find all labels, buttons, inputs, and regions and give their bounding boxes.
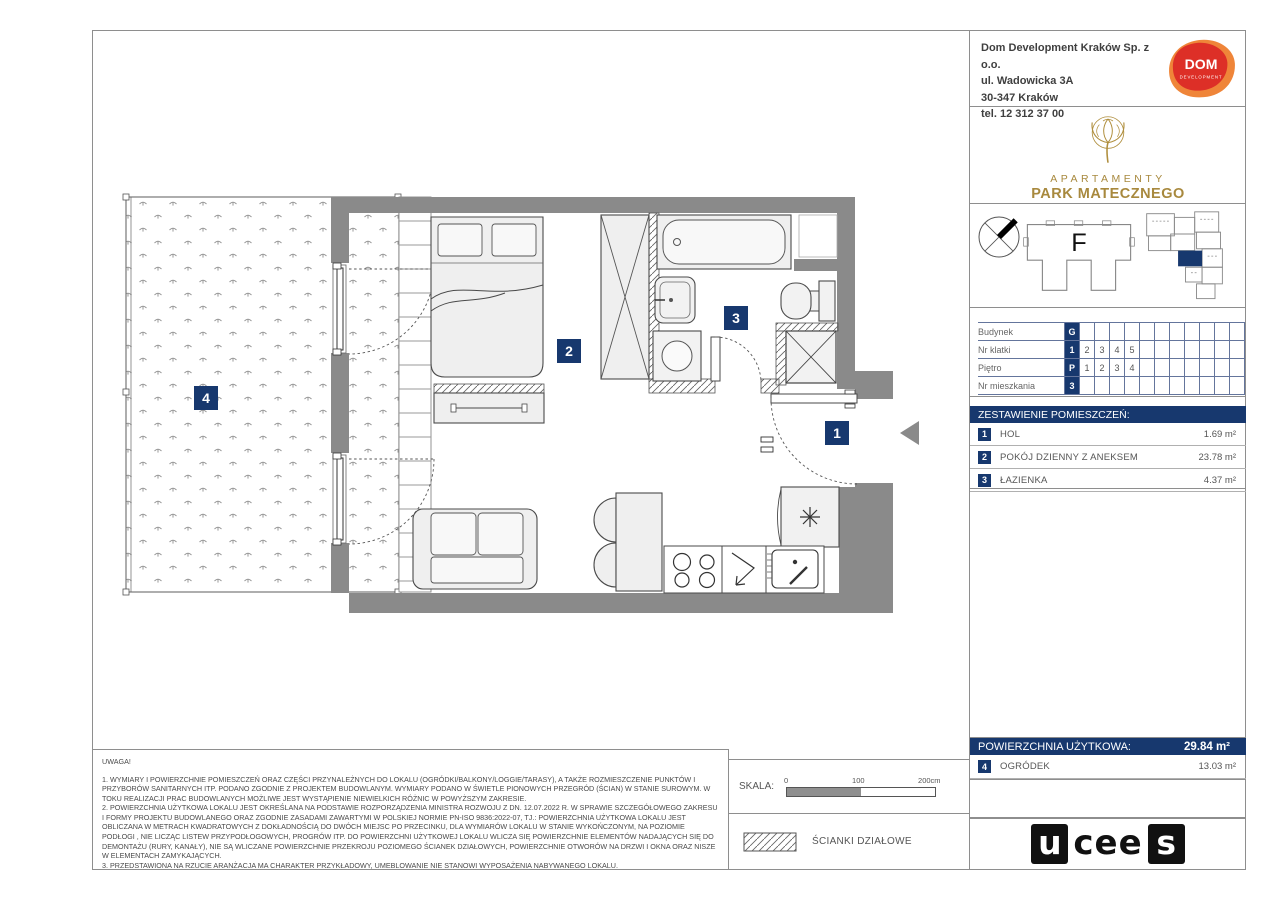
kitchen-counter bbox=[664, 546, 824, 593]
room-name: HOL bbox=[1000, 428, 1021, 440]
unit-table-section bbox=[970, 308, 1246, 397]
rooms-title: ZESTAWIENIE POMIESZCZEŃ: bbox=[970, 406, 1246, 423]
building-letter: F bbox=[1071, 228, 1087, 257]
fence-post bbox=[123, 389, 129, 395]
room-area: 4.37 m² bbox=[1203, 474, 1236, 486]
unit-table-row: Nr klatki 1 2 3 4 5 bbox=[978, 341, 1244, 359]
ucees-u: u bbox=[1031, 824, 1068, 864]
ucees-logo-section bbox=[970, 818, 1246, 869]
unit-table-row: Nr mieszkania 3 bbox=[978, 377, 1244, 395]
rooms-section bbox=[970, 397, 1246, 489]
building-outline bbox=[1018, 208, 1140, 304]
unit-table-row: Budynek G bbox=[978, 322, 1244, 341]
company-phone: tel. 12 312 37 00 bbox=[981, 108, 1065, 120]
drawing-sheet bbox=[92, 30, 1246, 870]
note-item: 1. WYMIARY I POWIERZCHNIE POMIESZCZEŃ ORAZ CZĘŚCI PRZYNALEŻNYCH DO LOKALU (OGRÓDKI/BALKONY/LOGGIE/TARASY), A TAKŻE ROZMIESZCZENIE PUNKTÓW I PRZYBORÓW SANITARNYCH ITP. PODANO ZGODNIE Z PROJEKTEM BUDOWLANYM. WYMIARY PODANO W ŚWIETLE PIONOWYCH PRZEGRÓD (ŚCIAN) W STANIE SUROWYM. W TOKU REALIZACJI PRAC BUDOWLANYCH MOŻLIWE JEST WYSTĄPIENIE NIEWIELKICH RÓŻNIC W POWYŻSZYM ZAKRESIE. bbox=[102, 774, 711, 803]
toilet bbox=[781, 281, 835, 321]
room-area: 1.69 m² bbox=[1203, 428, 1236, 440]
room-label-2 bbox=[557, 339, 581, 363]
company-name: Dom Development Kraków Sp. z o.o. bbox=[981, 42, 1150, 71]
usable-area-value: 29.84 m² bbox=[1183, 740, 1230, 753]
partition-swatch-icon bbox=[743, 832, 797, 852]
brand-section bbox=[970, 107, 1246, 204]
room-row bbox=[970, 446, 1246, 469]
scale-box bbox=[729, 759, 969, 813]
room-row bbox=[970, 423, 1246, 446]
wardrobe bbox=[601, 215, 649, 379]
usable-area-bar bbox=[970, 738, 1246, 755]
scale-label: SKALA: bbox=[739, 781, 775, 792]
brand-park-matecznego: PARK MATECZNEGO bbox=[1031, 186, 1185, 202]
north-compass-icon bbox=[974, 212, 1024, 262]
room-name: OGRÓDEK bbox=[1000, 761, 1050, 772]
usable-area-label: POWIERZCHNIA UŻYTKOWA: bbox=[978, 740, 1131, 753]
fence-post bbox=[123, 194, 129, 200]
svg-text:DEVELOPMENT: DEVELOPMENT bbox=[1179, 74, 1223, 80]
heater-star-icon bbox=[800, 507, 820, 527]
company-address: ul. Wadowicka 3A bbox=[981, 75, 1074, 87]
room-number-badge: 2 bbox=[978, 451, 991, 464]
outdoor-row bbox=[970, 755, 1246, 779]
sofa bbox=[413, 509, 537, 589]
chair bbox=[594, 498, 616, 542]
scale-tick-100: 100 bbox=[852, 775, 865, 785]
sink bbox=[767, 550, 818, 588]
legend-partitions-label: ŚCIANKI DZIAŁOWE bbox=[812, 836, 912, 847]
scale-tick-0: 0 bbox=[784, 775, 789, 785]
park-matecznego-tree-icon bbox=[1078, 111, 1138, 167]
site-plan bbox=[1142, 210, 1240, 306]
notes-title: UWAGA! bbox=[102, 757, 131, 766]
dining-table bbox=[594, 493, 662, 591]
legend-box bbox=[729, 813, 969, 869]
note-item: 2. POWIERZCHNIA UŻYTKOWA LOKALU JEST OKREŚLANA NA PODSTAWIE ROZPORZĄDZENIA MINISTRA ROZWOJU Z DN. 12.07.2022 R. W SPRAWIE SZCZEGÓŁOWEGO ZAKRESU I FORMY PROJEKTU BUDOWLANEGO ORAZ ZGODNIE ZASADAMI ZAWARTYMI W POLSKIEJ NORMIE PN-ISO 9836:2022-07, TJ.: POWIERZCHNIA UŻYTKOWA LOKALU JEST OBLICZANA W METRACH KWADRATOWYCH Z DOKŁADNOŚCIĄ DO DWÓCH MIEJSC PO PRZECINKU, DLA WYMIARÓW LOKALU W STANIE WYKOŃCZONYM, NA POZIOMIE PODŁOGI , NIE LICZĄC LISTEW PRZYPODŁOGOWYCH, PROGRÓW ITP. DO POWIERZCHNI UŻYTKOWEJ LOKALU WLICZA SIĘ POWIERZCHNIE ELEMENTÓW NADAJĄCYCH SIĘ DO DEMONTAŻU (RURY, KANAŁY), NIE SĄ WLICZANE POWIERZCHNIE PRZEKROJU POZIOMEGO ŚCIANEK DZIAŁOWYCH, POWIERZCHNIE OTWORÓW NA DRZWI I OKNA ORAZ NISZE W ELEMENTACH ZAMYKAJĄCYCH. bbox=[102, 803, 718, 861]
bathroom-door bbox=[711, 337, 761, 383]
floor-plan bbox=[93, 31, 969, 749]
wall-niche bbox=[799, 215, 837, 257]
summary-section bbox=[970, 738, 1246, 779]
fence-post bbox=[123, 589, 129, 595]
location-section bbox=[970, 204, 1246, 308]
svg-text:1: 1 bbox=[833, 425, 841, 441]
chair bbox=[594, 543, 616, 587]
ucees-s: s bbox=[1148, 824, 1185, 864]
empty-section bbox=[970, 779, 1246, 818]
bed bbox=[431, 217, 543, 377]
tv-bench bbox=[434, 384, 544, 423]
bathtub bbox=[657, 215, 791, 269]
svg-text:DOM: DOM bbox=[1184, 56, 1218, 72]
dom-development-logo bbox=[1166, 38, 1238, 100]
pillow bbox=[492, 224, 536, 256]
room-number-badge: 1 bbox=[978, 428, 991, 441]
ucees-logo bbox=[1031, 823, 1184, 866]
room-area: 23.78 m² bbox=[1198, 451, 1236, 463]
installation-shaft bbox=[786, 331, 836, 383]
washing-machine bbox=[653, 331, 701, 381]
scale-bar bbox=[784, 775, 941, 798]
title-block bbox=[969, 31, 1246, 869]
unit-table bbox=[978, 322, 1245, 395]
empty-section bbox=[970, 489, 1246, 738]
ucees-cee: cee bbox=[1073, 822, 1143, 863]
room-area: 13.03 m² bbox=[1198, 761, 1236, 772]
scale-tick-200: 200cm bbox=[918, 775, 941, 785]
svg-text:2: 2 bbox=[565, 343, 573, 359]
note-item: 3. PRZEDSTAWIONA NA RZUCIE ARANŻACJA MA CHARAKTER PRZYKŁADOWY, UMEBLOWANIE NIE STANOWI WYPOSAŻENIA NABYWANEGO LOKALU. bbox=[102, 860, 618, 870]
room-name: POKÓJ DZIENNY Z ANEKSEM bbox=[1000, 451, 1138, 463]
washbasin bbox=[655, 277, 695, 323]
company-section bbox=[970, 31, 1246, 120]
unit-table-row: Piętro P 1 2 3 4 bbox=[978, 359, 1244, 377]
room-number-badge: 4 bbox=[978, 760, 991, 773]
svg-text:3: 3 bbox=[732, 310, 740, 326]
brand-apartamenty: APARTAMENTY bbox=[1050, 173, 1166, 185]
room-number-badge: 3 bbox=[978, 474, 991, 487]
water-heater bbox=[778, 487, 840, 547]
entrance-arrow-icon bbox=[900, 421, 919, 445]
notes-box bbox=[93, 749, 729, 869]
site-plan-unit-marker bbox=[1178, 251, 1202, 267]
room-label-3 bbox=[724, 306, 748, 330]
pillow bbox=[438, 224, 482, 256]
room-label-1 bbox=[825, 421, 849, 445]
company-city: 30-347 Kraków bbox=[981, 91, 1059, 104]
garden-area bbox=[123, 194, 401, 595]
room-name: ŁAZIENKA bbox=[1000, 474, 1048, 486]
room-label-4 bbox=[194, 386, 218, 410]
svg-text:4: 4 bbox=[202, 390, 210, 406]
